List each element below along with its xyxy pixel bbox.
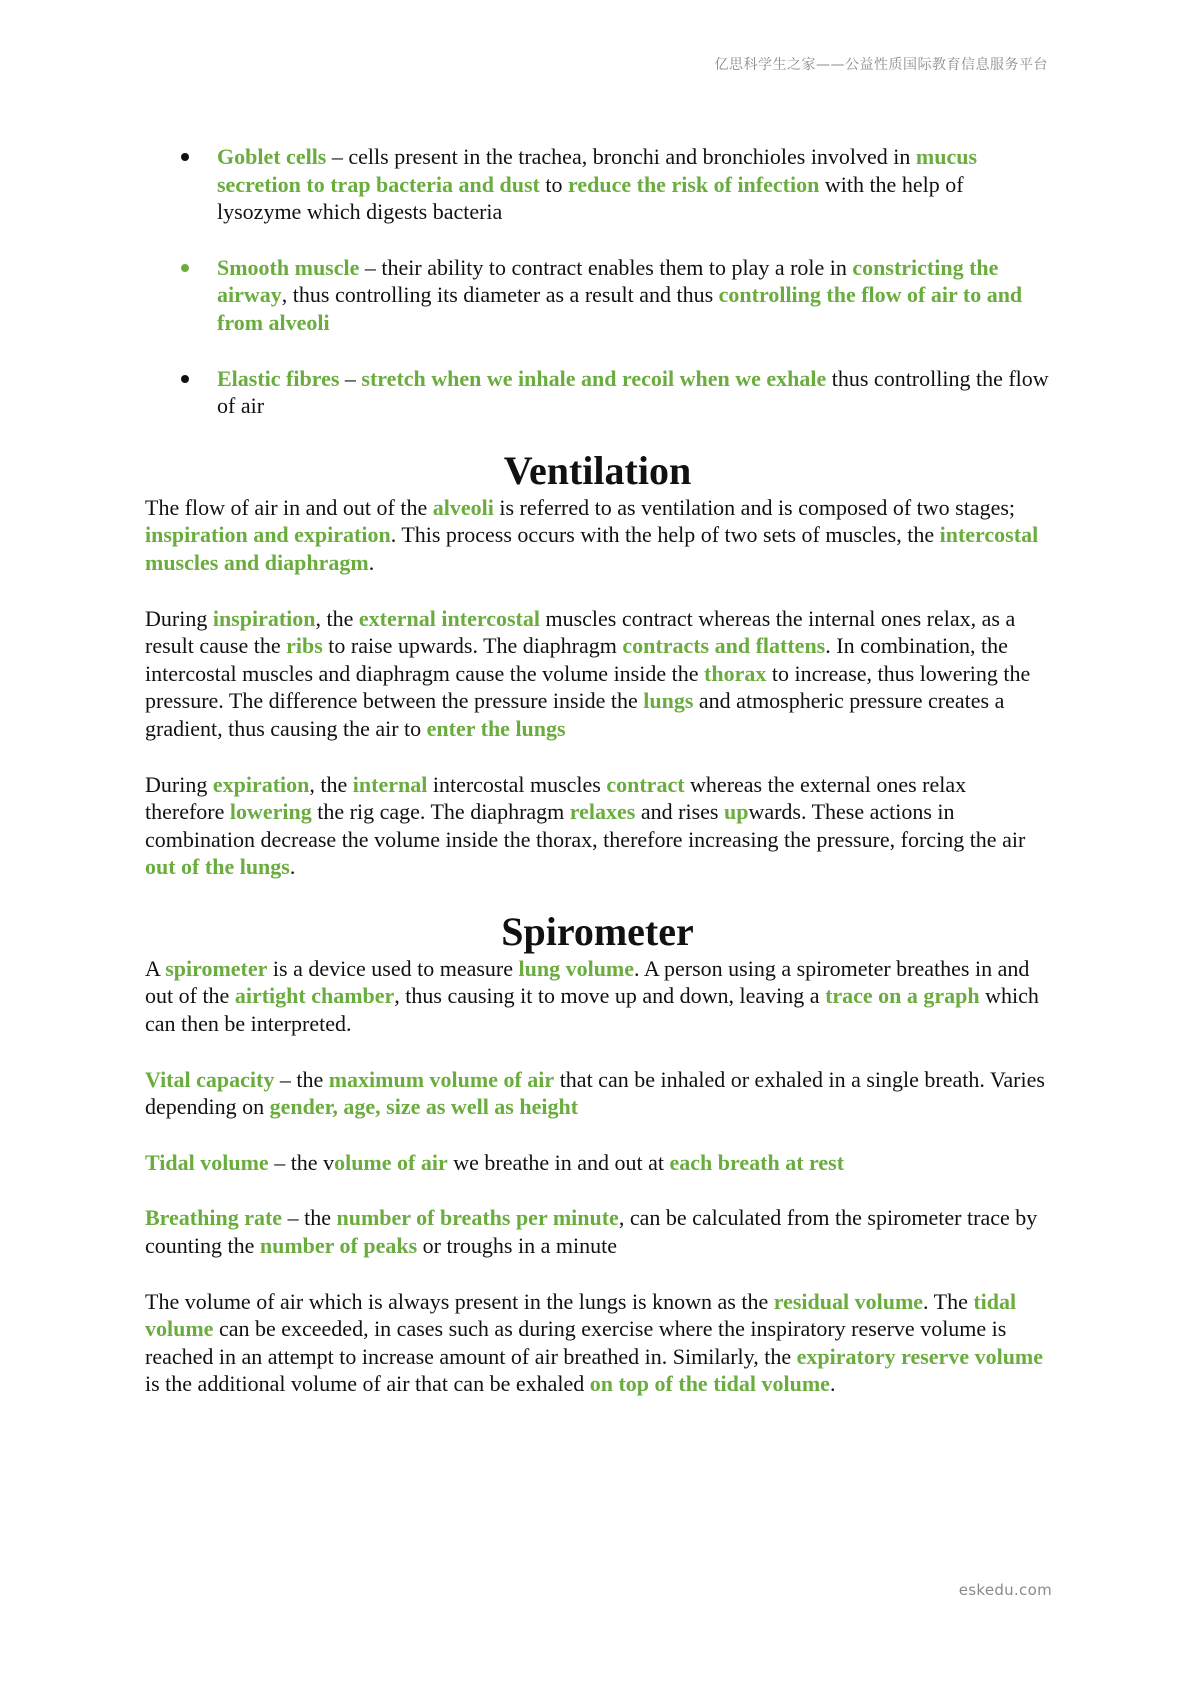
- highlighted-term: ribs: [286, 633, 323, 659]
- text-segment: can be exceeded, in cases such as during exercise where the inspiratory reserve volume is reached in an attempt to increase amount of air breathed in. Similarly, the: [145, 1316, 1007, 1369]
- spirometer-paragraph: [145, 955, 1050, 1038]
- highlighted-term: reduce the risk of infection: [567, 171, 820, 197]
- page-header: 亿思科学生之家——公益性质国际教育信息服务平台: [714, 57, 1048, 73]
- highlighted-term: residual volume: [773, 1288, 924, 1314]
- spirometer-paragraph: [145, 1066, 1050, 1121]
- highlighted-term: intercostal muscles and diaphragm: [145, 522, 1039, 575]
- list-item-text: [217, 144, 977, 224]
- text-segment: is the additional volume of air that can be exhaled: [145, 1371, 590, 1397]
- bullet-list: [145, 143, 1050, 420]
- text-segment: thus controlling the flow of air: [217, 365, 1049, 419]
- highlighted-term: out of the lungs: [145, 854, 290, 880]
- highlighted-term: expiratory reserve volume: [796, 1343, 1044, 1369]
- list-item-text: [217, 366, 1049, 419]
- spirometer-section: [145, 909, 1050, 1398]
- text-segment: and atmospheric pressure creates a gradient, thus causing the air to: [145, 688, 1005, 741]
- highlighted-term: lowering: [229, 799, 312, 825]
- text-segment: is a device used to measure: [267, 955, 519, 981]
- text-segment: wards. These actions in combination decrease the volume inside the thorax, therefore increasing the pressure, forcing the air: [145, 799, 1026, 852]
- highlighted-term: constricting the airway: [217, 254, 999, 308]
- text-segment: with the help of lysozyme which digests bacteria: [217, 171, 964, 225]
- highlighted-term: Tidal volume: [145, 1149, 269, 1175]
- text-segment: to raise upwards. The diaphragm: [322, 633, 623, 659]
- ventilation-section: [145, 448, 1050, 881]
- highlighted-term: maximum volume of air: [328, 1066, 555, 1092]
- text-segment: which can then be interpreted.: [145, 983, 1039, 1037]
- text-segment: .: [289, 854, 296, 880]
- text-segment: , thus causing it to move up and down, leaving a: [394, 983, 826, 1009]
- highlighted-term: each breath at rest: [669, 1149, 845, 1175]
- list-item: [145, 365, 1050, 420]
- text-segment: – the: [274, 1066, 329, 1092]
- highlighted-term: gender, age, size as well as height: [269, 1094, 579, 1120]
- text-segment: . This process occurs with the help of two sets of muscles, the: [390, 522, 940, 548]
- text-segment: whereas the external ones relax therefore: [145, 771, 967, 825]
- ventilation-paragraph: [145, 494, 1050, 577]
- list-item-text: [217, 255, 1022, 335]
- spirometer-paragraph: [145, 1204, 1050, 1259]
- text-segment: .: [829, 1371, 836, 1397]
- highlighted-term: Breathing rate: [145, 1205, 283, 1231]
- highlighted-term: spirometer: [165, 955, 268, 981]
- highlighted-term: trace on a graph: [825, 983, 980, 1009]
- text-segment: During: [145, 605, 213, 631]
- text-segment: that can be inhaled or exhaled in a single breath. Varies depending on: [145, 1066, 1045, 1120]
- text-segment: muscles contract whereas the internal ones relax, as a result cause the: [145, 605, 1016, 659]
- text-segment: , thus controlling its diameter as a result and thus: [281, 282, 719, 308]
- bullet-marker: [181, 264, 189, 272]
- list-item: [145, 143, 1050, 226]
- highlighted-term: thorax: [704, 660, 767, 686]
- highlighted-term: Goblet cells: [217, 144, 327, 169]
- text-segment: , the: [315, 605, 359, 631]
- text-segment: A: [145, 955, 166, 981]
- spirometer-paragraph: [145, 1288, 1050, 1398]
- highlighted-term: controlling the flow of air to and from alveoli: [217, 282, 1023, 335]
- highlighted-term: Elastic fibres: [217, 365, 340, 391]
- ventilation-paragraph: [145, 605, 1050, 743]
- text-segment: or troughs in a minute: [417, 1233, 617, 1259]
- text-segment: intercostal muscles: [427, 771, 607, 797]
- highlighted-term: tidal volume: [145, 1288, 1017, 1342]
- highlighted-term: internal: [352, 771, 428, 797]
- text-segment: . The: [923, 1288, 974, 1314]
- highlighted-term: external intercostal: [358, 605, 540, 631]
- highlighted-term: airtight chamber: [234, 983, 395, 1009]
- highlighted-term: expiration: [212, 771, 310, 797]
- highlighted-term: enter the lungs: [426, 715, 566, 741]
- highlighted-term: olume of air: [334, 1149, 448, 1175]
- text-segment: , can be calculated from the spirometer trace by counting the: [145, 1205, 1038, 1259]
- highlighted-term: up: [723, 799, 749, 825]
- text-segment: – cells present in the trachea, bronchi and bronchioles involved in: [326, 144, 916, 169]
- highlighted-term: inspiration and expiration: [145, 522, 391, 548]
- text-segment: The volume of air which is always present in the lungs is known as the: [145, 1288, 774, 1314]
- text-segment: –: [339, 365, 362, 391]
- ventilation-paragraph: [145, 771, 1050, 881]
- bullet-marker: [181, 153, 189, 161]
- highlighted-term: mucus secretion to trap bacteria and dust: [217, 144, 978, 197]
- highlighted-term: contracts and flattens: [622, 633, 826, 659]
- text-segment: – the: [282, 1205, 337, 1231]
- text-segment: to: [539, 171, 568, 197]
- highlighted-term: relaxes: [569, 799, 636, 825]
- text-segment: to increase, thus lowering the pressure. The difference between the pressure inside the: [145, 660, 1031, 714]
- highlighted-term: Smooth muscle: [217, 254, 360, 280]
- highlighted-term: Vital capacity: [145, 1066, 275, 1092]
- list-item: [145, 254, 1050, 337]
- ventilation-heading: Ventilation: [503, 447, 692, 493]
- text-segment: The flow of air in and out of the: [145, 494, 433, 520]
- spirometer-heading: Spirometer: [501, 908, 694, 954]
- spirometer-paragraph: [145, 1149, 1050, 1177]
- highlighted-term: alveoli: [432, 494, 494, 520]
- highlighted-term: lung volume: [518, 955, 635, 981]
- highlighted-term: stretch when we inhale and recoil when we exhale: [361, 365, 827, 391]
- text-segment: .: [368, 549, 375, 575]
- highlighted-term: contract: [606, 771, 685, 797]
- highlighted-term: lungs: [643, 688, 694, 714]
- highlighted-term: inspiration: [212, 605, 316, 631]
- highlighted-term: number of breaths per minute: [336, 1205, 619, 1231]
- page-footer: eskedu.com: [958, 1581, 1052, 1599]
- text-segment: – the v: [268, 1149, 335, 1175]
- text-segment: . In combination, the intercostal muscles and diaphragm cause the volume inside the: [145, 633, 1008, 686]
- text-segment: – their ability to contract enables them to play a role in: [359, 254, 853, 280]
- text-segment: During: [145, 771, 213, 797]
- highlighted-term: on top of the tidal volume: [589, 1371, 830, 1397]
- text-segment: is referred to as ventilation and is composed of two stages;: [493, 494, 1016, 520]
- text-segment: and rises: [635, 799, 724, 825]
- text-segment: , the: [309, 771, 353, 797]
- text-segment: the rig cage. The diaphragm: [311, 799, 570, 825]
- bullet-marker: [181, 375, 189, 383]
- text-segment: we breathe in and out at: [447, 1149, 670, 1175]
- highlighted-term: number of peaks: [259, 1233, 418, 1259]
- text-segment: . A person using a spirometer breathes in and out of the: [145, 955, 1030, 1009]
- document-body: [145, 143, 1050, 1426]
